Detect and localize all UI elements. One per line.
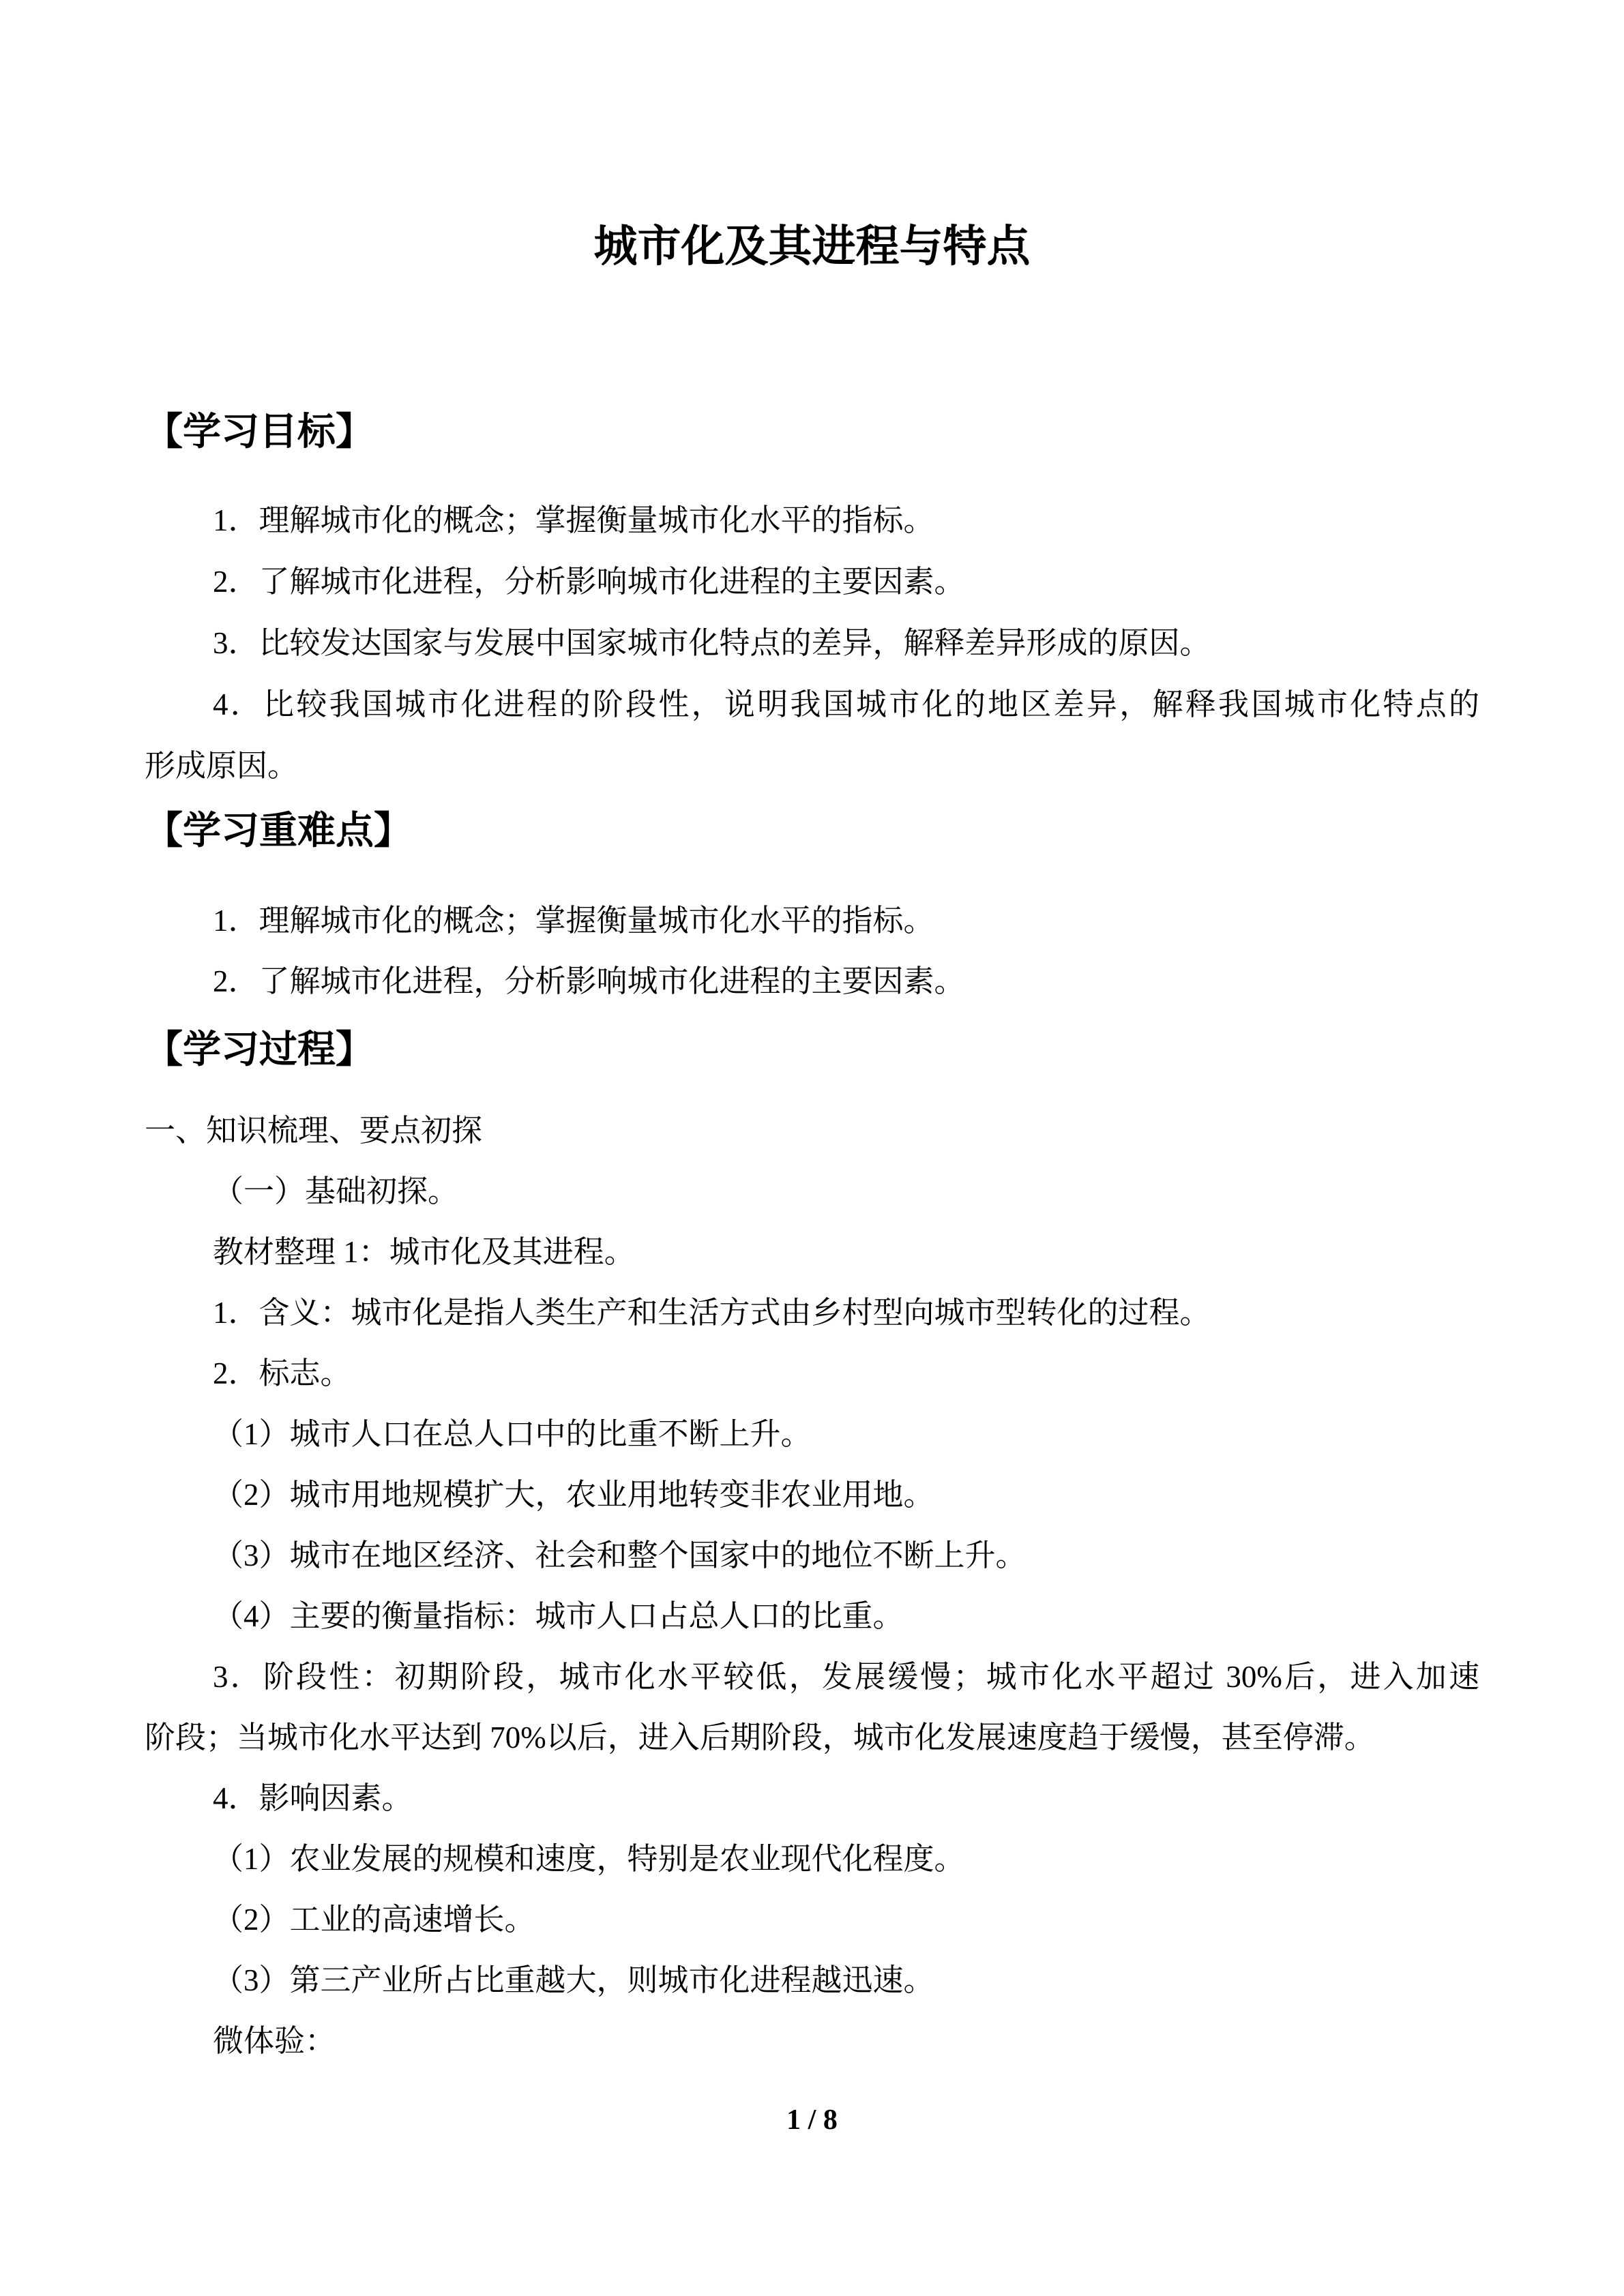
document-line: （1）农业发展的规模和速度，特别是农业现代化程度。 [213,1842,965,1876]
document-line: 2．标志。 [213,1356,351,1390]
document-line: 微体验： [213,2024,336,2058]
document-line: 阶段；当城市化水平达到 70%以后，进入后期阶段，城市化发展速度趋于缓慢，甚至停滞。 [145,1720,1375,1755]
section-heading: 【学习目标】 [145,411,374,453]
document-line: （2）工业的高速增长。 [213,1903,535,1937]
document-line: 形成原因。 [145,749,299,783]
document-line: （3）第三产业所占比重越大，则城市化进程越迅速。 [213,1963,934,1997]
document-line: 3．阶段性：初期阶段，城市化水平较低，发展缓慢；城市化水平超过 30%后，进入加速 [213,1660,1479,1694]
document-line: （1）城市人口在总人口中的比重不断上升。 [213,1417,812,1451]
page-number: 1 / 8 [786,2104,838,2136]
document-line: 2．了解城市化进程，分析影响城市化进程的主要因素。 [213,964,965,998]
document-line: 2．了解城市化进程，分析影响城市化进程的主要因素。 [213,565,965,599]
document-line: 教材整理 1：城市化及其进程。 [213,1235,635,1269]
document-line: （4）主要的衡量指标：城市人口占总人口的比重。 [213,1599,904,1633]
document-line: （2）城市用地规模扩大，农业用地转变非农业用地。 [213,1478,934,1512]
document-line: 4．影响因素。 [213,1781,413,1815]
document-line: 1．理解城市化的概念；掌握衡量城市化水平的指标。 [213,904,934,938]
section-heading: 【学习重难点】 [145,810,412,852]
document-line: 4．比较我国城市化进程的阶段性，说明我国城市化的地区差异，解释我国城市化特点的 [213,687,1479,721]
document-line: 3．比较发达国家与发展中国家城市化特点的差异，解释差异形成的原因。 [213,626,1211,660]
document-line: （一）基础初探。 [213,1174,459,1208]
document-line: 1．理解城市化的概念；掌握衡量城市化水平的指标。 [213,503,934,537]
section-heading: 【学习过程】 [145,1029,374,1071]
document-title: 城市化及其进程与特点 [593,222,1031,271]
document-line: （3）城市在地区经济、社会和整个国家中的地位不断上升。 [213,1538,1027,1572]
document-line: 一、知识梳理、要点初探 [145,1114,483,1148]
document-line: 1．含义：城市化是指人类生产和生活方式由乡村型向城市型转化的过程。 [213,1296,1211,1330]
